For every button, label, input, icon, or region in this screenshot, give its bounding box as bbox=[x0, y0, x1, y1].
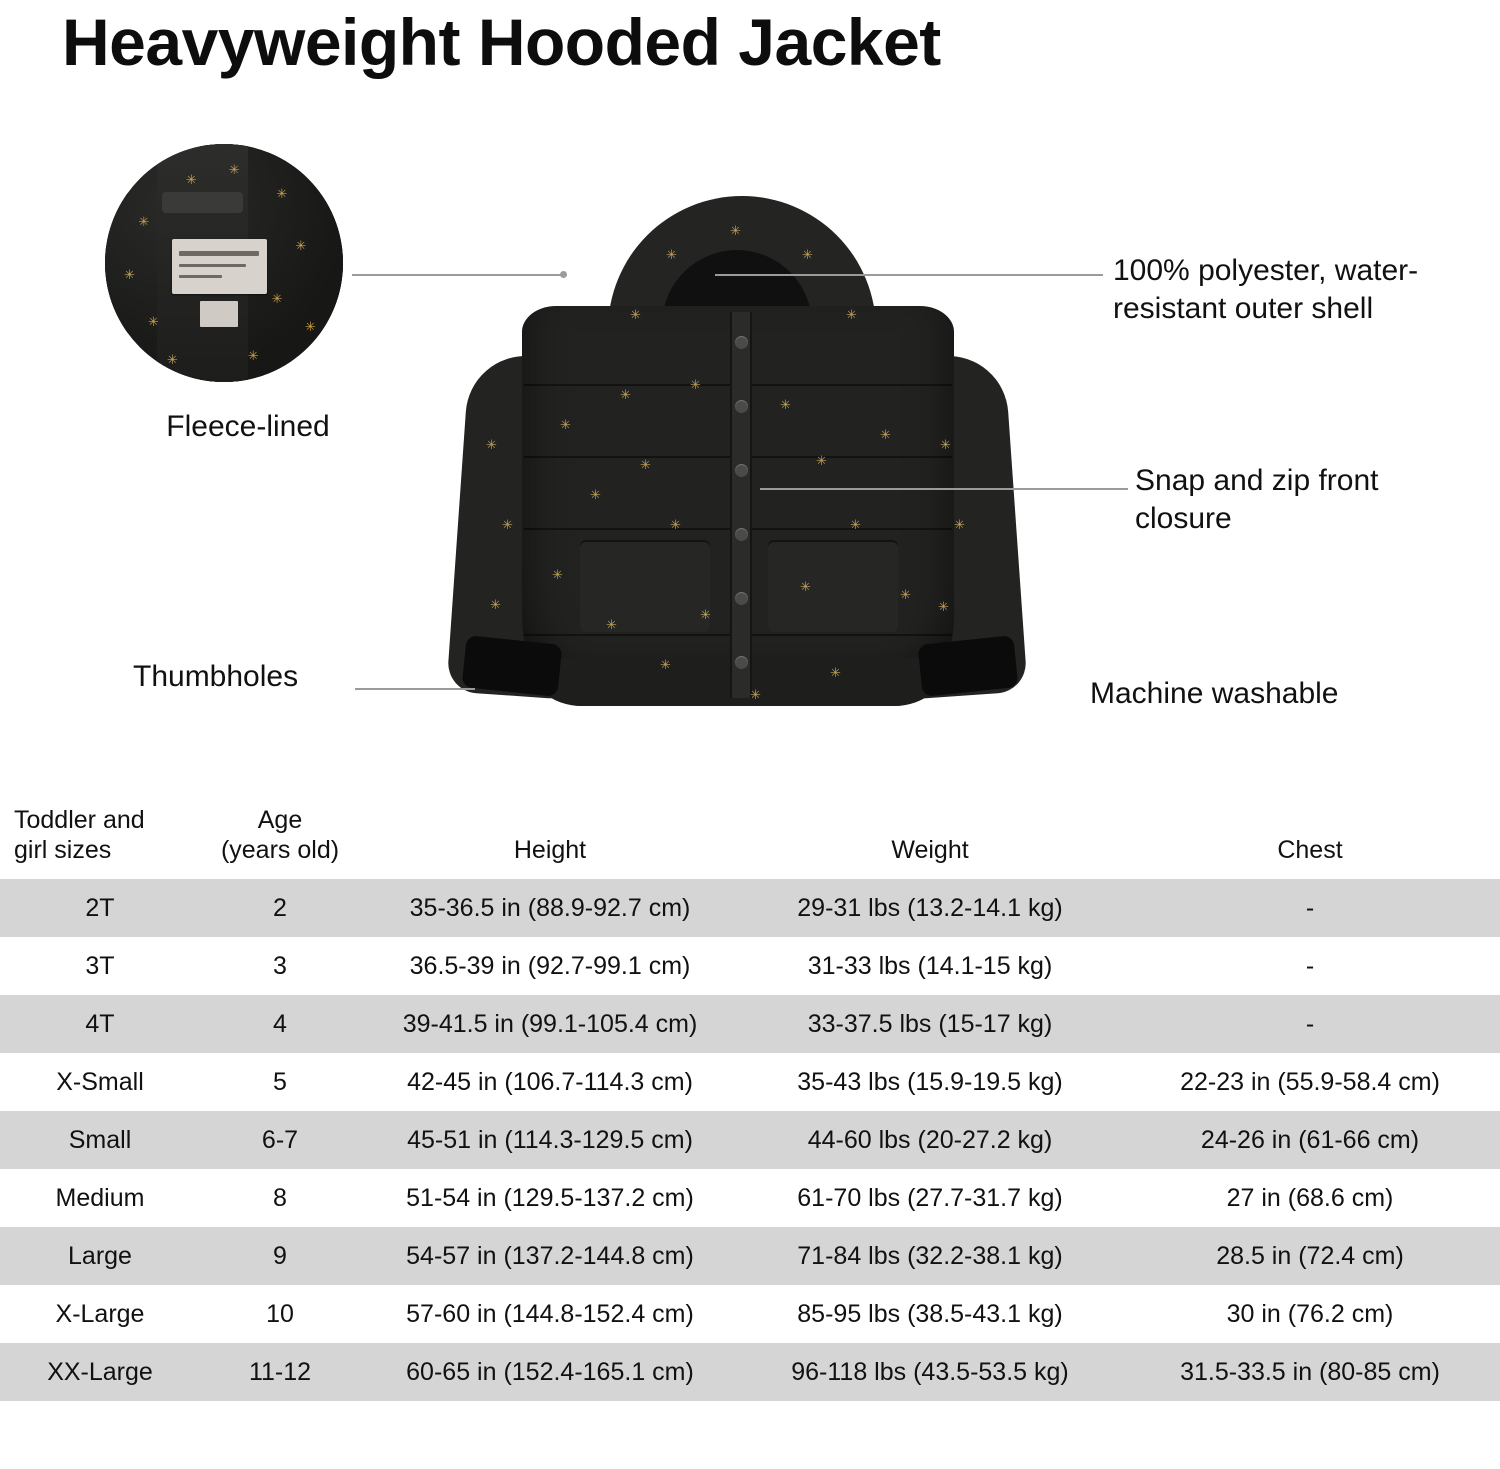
snap-button bbox=[735, 336, 748, 349]
table-row bbox=[0, 879, 1500, 937]
column-header-size-line1: Toddler and bbox=[14, 806, 145, 834]
cell-weight: 35-43 lbs (15.9-19.5 kg) bbox=[797, 1068, 1063, 1096]
size-chart-body bbox=[0, 879, 1500, 1401]
cell-height: 57-60 in (144.8-152.4 cm) bbox=[406, 1300, 694, 1328]
cell-height: 54-57 in (137.2-144.8 cm) bbox=[406, 1242, 694, 1270]
fleece-lined-detail-image: ✳ ✳ ✳ ✳ ✳ ✳ ✳ ✳ ✳ ✳ ✳ bbox=[105, 144, 343, 382]
cell-weight: 71-84 lbs (32.2-38.1 kg) bbox=[797, 1242, 1063, 1270]
collar-band bbox=[162, 192, 243, 213]
cell-height: 42-45 in (106.7-114.3 cm) bbox=[407, 1068, 693, 1096]
cell-chest: - bbox=[1305, 1010, 1315, 1038]
table-row bbox=[0, 1053, 1500, 1111]
column-header-size bbox=[0, 800, 200, 879]
snap-button bbox=[735, 592, 748, 605]
jacket-image: ✳ ✳ ✳ ✳ ✳ ✳ ✳ ✳ ✳ ✳ ✳ ✳ ✳ ✳ ✳ ✳ ✳ ✳ ✳ ✳ ✳ ✳ ✳ ✳ ✳ ✳ ✳ ✳ ✳ bbox=[430, 188, 1050, 728]
cell-chest: 24-26 in (61-66 cm) bbox=[1200, 1126, 1420, 1154]
cell-age: 10 bbox=[266, 1300, 294, 1328]
snap-button bbox=[735, 528, 748, 541]
jacket-cuff-left bbox=[462, 635, 563, 697]
cell-chest: - bbox=[1305, 952, 1315, 980]
table-row bbox=[0, 937, 1500, 995]
jacket-front-placket bbox=[730, 312, 752, 698]
size-chart-table bbox=[0, 800, 1500, 1401]
cell-chest: 31.5-33.5 in (80-85 cm) bbox=[1180, 1358, 1440, 1386]
column-header-age-line1: Age bbox=[257, 806, 303, 834]
cell-age: 4 bbox=[273, 1010, 287, 1038]
jacket-cuff-right bbox=[918, 635, 1019, 697]
cell-size: Small bbox=[68, 1126, 132, 1154]
column-header-age-line2: (years old) bbox=[220, 835, 340, 864]
cell-height: 36.5-39 in (92.7-99.1 cm) bbox=[409, 952, 691, 980]
cell-size: 3T bbox=[85, 952, 115, 980]
cell-weight: 85-95 lbs (38.5-43.1 kg) bbox=[797, 1300, 1063, 1328]
cell-chest: 30 in (76.2 cm) bbox=[1226, 1300, 1394, 1328]
leader-line-snapzip bbox=[760, 488, 1128, 490]
cell-size: 2T bbox=[85, 894, 115, 922]
table-row bbox=[0, 1285, 1500, 1343]
table-row bbox=[0, 1227, 1500, 1285]
leader-line-fleece bbox=[352, 274, 567, 276]
cell-size: X-Small bbox=[56, 1068, 144, 1096]
cell-age: 9 bbox=[273, 1242, 287, 1270]
snap-button bbox=[735, 656, 748, 669]
column-header-age bbox=[200, 800, 360, 879]
cell-size: Medium bbox=[55, 1184, 145, 1212]
cell-weight: 61-70 lbs (27.7-31.7 kg) bbox=[797, 1184, 1063, 1212]
callout-polyester-text: 100% polyester, water-resistant outer shell bbox=[1113, 254, 1419, 325]
cell-height: 60-65 in (152.4-165.1 cm) bbox=[406, 1358, 694, 1386]
cell-age: 2 bbox=[273, 894, 287, 922]
cell-size: Large bbox=[68, 1242, 132, 1270]
cell-height: 45-51 in (114.3-129.5 cm) bbox=[407, 1126, 693, 1154]
cell-chest: - bbox=[1305, 894, 1315, 922]
cell-age: 6-7 bbox=[261, 1126, 299, 1154]
cell-age: 5 bbox=[273, 1068, 287, 1096]
brand-label-line-3 bbox=[179, 275, 222, 278]
table-row bbox=[0, 1169, 1500, 1227]
table-row bbox=[0, 995, 1500, 1053]
care-label-tag bbox=[200, 301, 238, 327]
cell-size: X-Large bbox=[55, 1300, 145, 1328]
column-header-size-line2: girl sizes bbox=[14, 835, 112, 864]
cell-weight: 29-31 lbs (13.2-14.1 kg) bbox=[797, 894, 1063, 922]
size-chart-head bbox=[0, 800, 1500, 879]
cell-chest: 22-23 in (55.9-58.4 cm) bbox=[1180, 1068, 1440, 1096]
cell-age: 11-12 bbox=[248, 1358, 312, 1386]
leader-dot-fleece bbox=[560, 271, 567, 278]
jacket-pocket-right bbox=[768, 540, 898, 632]
cell-chest: 28.5 in (72.4 cm) bbox=[1216, 1242, 1404, 1270]
column-header-height: Height bbox=[513, 835, 587, 864]
cell-weight: 96-118 lbs (43.5-53.5 kg) bbox=[791, 1358, 1069, 1386]
cell-height: 35-36.5 in (88.9-92.7 cm) bbox=[409, 894, 691, 922]
snap-button bbox=[735, 464, 748, 477]
cell-age: 3 bbox=[273, 952, 287, 980]
cell-height: 51-54 in (129.5-137.2 cm) bbox=[406, 1184, 694, 1212]
size-chart bbox=[0, 800, 1500, 1401]
snap-button bbox=[735, 400, 748, 413]
brand-label-line-1 bbox=[179, 251, 259, 255]
brand-label-line-2 bbox=[179, 264, 246, 267]
cell-size: 4T bbox=[85, 1010, 115, 1038]
cell-height: 39-41.5 in (99.1-105.4 cm) bbox=[402, 1010, 698, 1038]
leader-line-polyester-2 bbox=[715, 274, 847, 276]
brand-label-tag bbox=[172, 239, 267, 294]
fleece-lined-caption: Fleece-lined bbox=[166, 410, 330, 443]
jacket-pocket-left bbox=[580, 540, 710, 632]
column-header-chest: Chest bbox=[1277, 835, 1343, 864]
cell-weight: 33-37.5 lbs (15-17 kg) bbox=[807, 1010, 1053, 1038]
cell-age: 8 bbox=[273, 1184, 287, 1212]
cell-weight: 44-60 lbs (20-27.2 kg) bbox=[807, 1126, 1053, 1154]
callout-thumbholes-text: Thumbholes bbox=[133, 660, 299, 693]
cell-size: XX-Large bbox=[47, 1358, 153, 1386]
size-chart-header-row bbox=[0, 800, 1500, 879]
table-row bbox=[0, 1343, 1500, 1401]
column-header-weight: Weight bbox=[891, 835, 969, 864]
leader-line-polyester bbox=[845, 274, 1103, 276]
cell-chest: 27 in (68.6 cm) bbox=[1226, 1184, 1394, 1212]
table-row bbox=[0, 1111, 1500, 1169]
callout-snap-zip-text: Snap and zip front closure bbox=[1135, 464, 1379, 535]
hero-illustration bbox=[0, 110, 1500, 775]
page-title: Heavyweight Hooded Jacket bbox=[62, 5, 941, 79]
callout-machine-washable-text: Machine washable bbox=[1090, 677, 1339, 710]
cell-weight: 31-33 lbs (14.1-15 kg) bbox=[807, 952, 1053, 980]
